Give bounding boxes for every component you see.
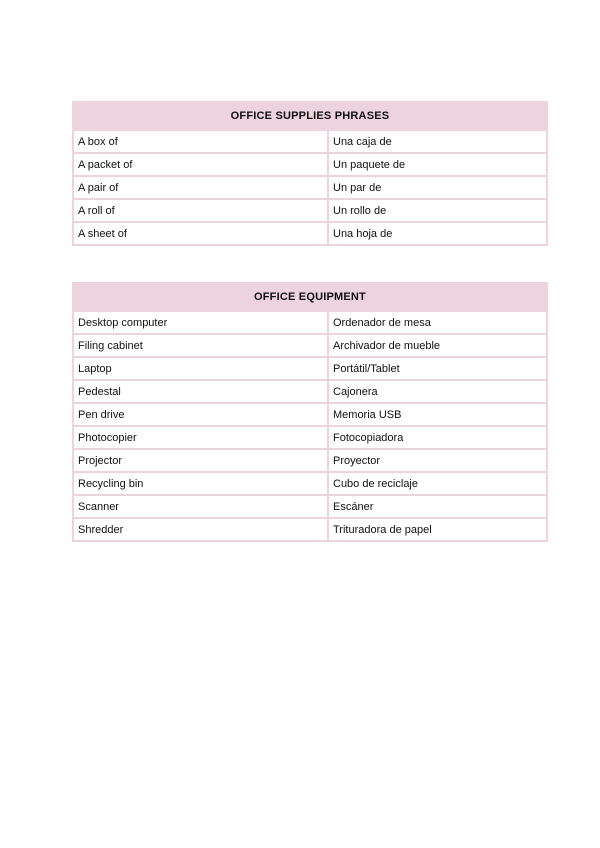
english-term: A box of [74, 129, 329, 152]
english-term: Projector [74, 448, 329, 471]
english-term: Shredder [74, 517, 329, 540]
table-row [74, 402, 546, 425]
spanish-term: Cajonera [329, 379, 546, 402]
table-row [74, 494, 546, 517]
spanish-term: Un par de [329, 175, 546, 198]
table-title: OFFICE SUPPLIES PHRASES [74, 103, 546, 129]
spanish-term: Una caja de [329, 129, 546, 152]
table-row [74, 152, 546, 175]
spanish-term: Cubo de reciclaje [329, 471, 546, 494]
spanish-term: Memoria USB [329, 402, 546, 425]
table-row [74, 198, 546, 221]
english-term: A roll of [74, 198, 329, 221]
spanish-term: Proyector [329, 448, 546, 471]
table-row [74, 221, 546, 244]
table-row [74, 333, 546, 356]
table-row [74, 310, 546, 333]
english-term: Scanner [74, 494, 329, 517]
table-title: OFFICE EQUIPMENT [74, 284, 546, 310]
table-header-row [74, 103, 546, 129]
spanish-term: Ordenador de mesa [329, 310, 546, 333]
spanish-term: Portátil/Tablet [329, 356, 546, 379]
table-header-row [74, 284, 546, 310]
spanish-term: Fotocopiadora [329, 425, 546, 448]
table-row [74, 379, 546, 402]
english-term: Photocopier [74, 425, 329, 448]
table-row [74, 517, 546, 540]
english-term: A sheet of [74, 221, 329, 244]
spanish-term: Un rollo de [329, 198, 546, 221]
english-term: A packet of [74, 152, 329, 175]
english-term: Desktop computer [74, 310, 329, 333]
table-row [74, 129, 546, 152]
table-row [74, 448, 546, 471]
table-row [74, 425, 546, 448]
english-term: Laptop [74, 356, 329, 379]
spanish-term: Escáner [329, 494, 546, 517]
english-term: Pen drive [74, 402, 329, 425]
english-term: Filing cabinet [74, 333, 329, 356]
office-supplies-table [72, 101, 548, 246]
spanish-term: Archivador de mueble [329, 333, 546, 356]
english-term: Pedestal [74, 379, 329, 402]
table-row [74, 175, 546, 198]
english-term: Recycling bin [74, 471, 329, 494]
table-row [74, 356, 546, 379]
table-row [74, 471, 546, 494]
spanish-term: Trituradora de papel [329, 517, 546, 540]
spanish-term: Un paquete de [329, 152, 546, 175]
office-equipment-table [72, 282, 548, 542]
english-term: A pair of [74, 175, 329, 198]
spanish-term: Una hoja de [329, 221, 546, 244]
